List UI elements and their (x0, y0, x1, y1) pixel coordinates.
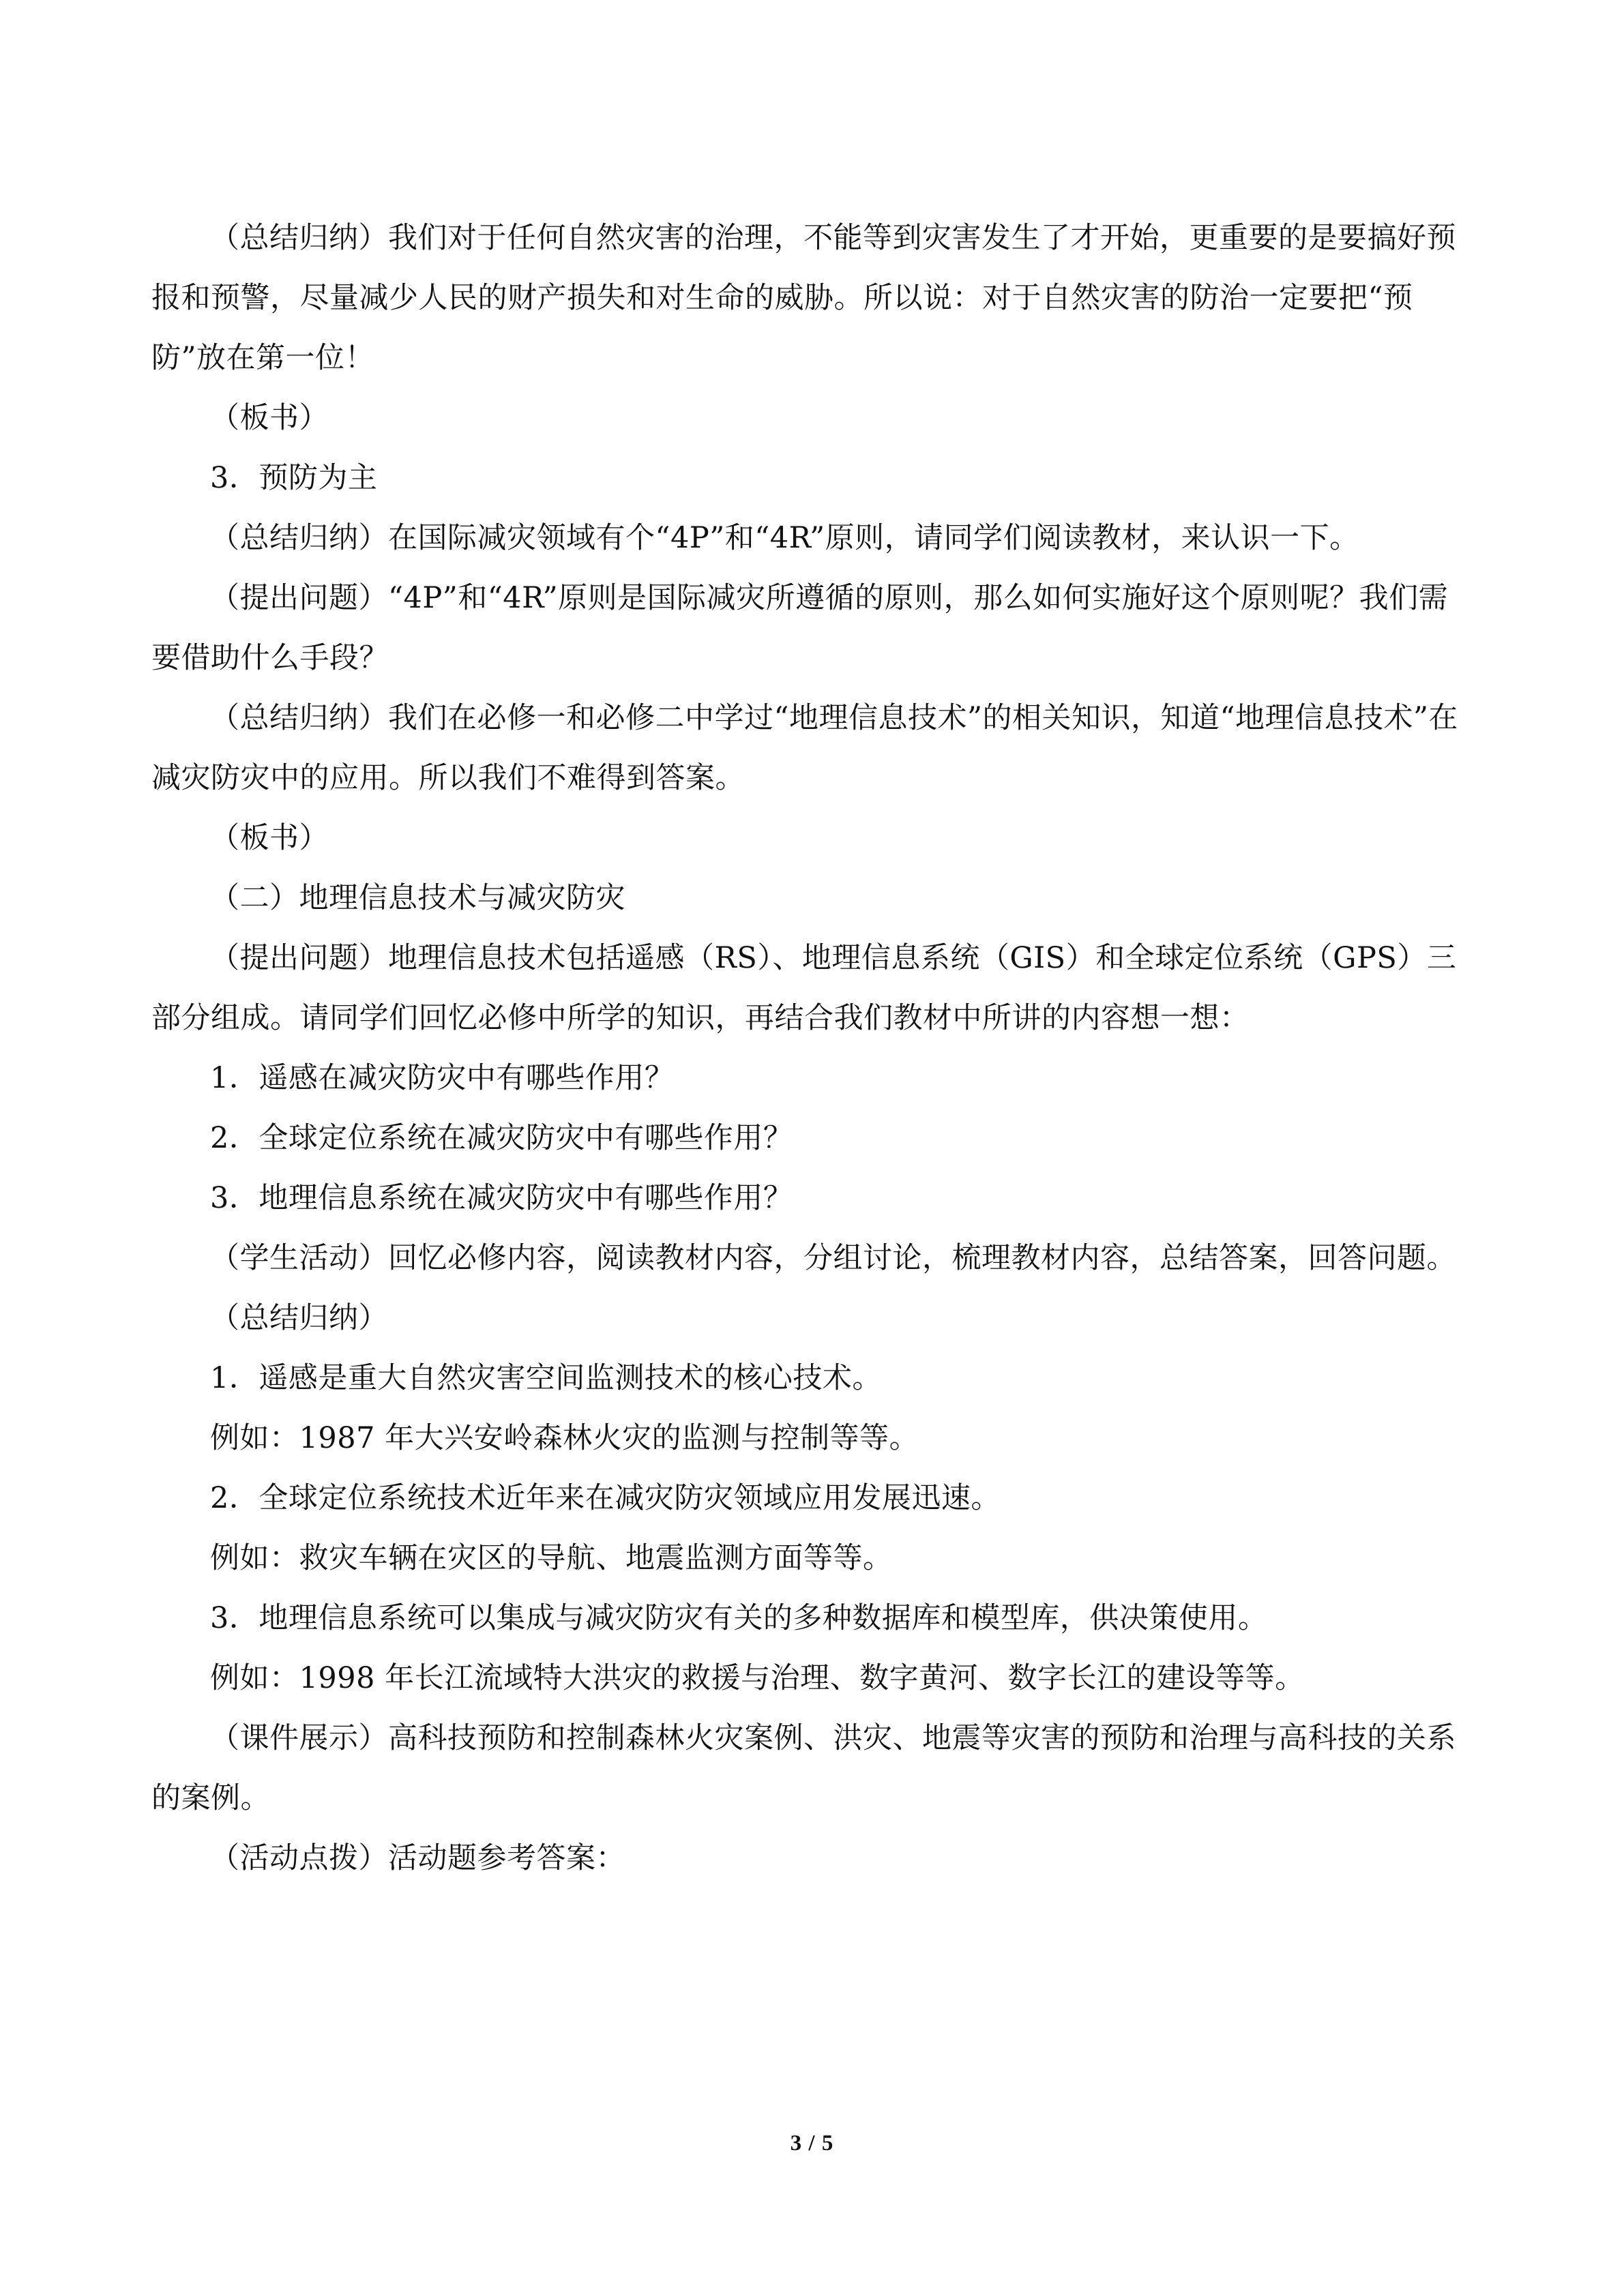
paragraph-summary-label: （总结归纳） (210, 1301, 388, 1335)
paragraph-question-gps: 2．全球定位系统在减灾防灾中有哪些作用？ (210, 1121, 793, 1155)
paragraph-question-gis: 3．地理信息系统在减灾防灾中有哪些作用？ (210, 1181, 793, 1215)
paragraph-question-4p-4r: （提出问题）“4P”和“4R”原则是国际减灾所遵循的原则，那么如何实施好这个原则呢？我们需要借助什么手段？ (151, 581, 1449, 675)
document-body (151, 208, 1468, 1888)
paragraph-board-note-2: （板书） (210, 821, 329, 855)
paragraph-answer-gis: 3．地理信息系统可以集成与减灾防灾有关的多种数据库和模型库，供决策使用。 (210, 1601, 1268, 1635)
paragraph-summary-prevention: （总结归纳）我们对于任何自然灾害的治理，不能等到灾害发生了才开始，更重要的是要搞好预报和预警，尽量减少人民的财产损失和对生命的威胁。所以说：对于自然灾害的防治一定要把“预防”放在第一位！ (151, 221, 1456, 375)
paragraph-question-rs-gis-gps: （提出问题）地理信息技术包括遥感（RS）、地理信息系统（GIS）和全球定位系统（GPS）三部分组成。请同学们回忆必修中所学的知识，再结合我们教材中所讲的内容想一想： (151, 941, 1457, 1035)
paragraph-courseware-display: （课件展示）高科技预防和控制森林火灾案例、洪灾、地震等灾害的预防和治理与高科技的关系的案例。 (151, 1721, 1456, 1815)
paragraph-summary-4p-4r: （总结归纳）在国际减灾领域有个“4P”和“4R”原则，请同学们阅读教材，来认识一下。 (210, 521, 1359, 555)
paragraph-question-rs: 1．遥感在减灾防灾中有哪些作用？ (210, 1061, 675, 1095)
paragraph-example-gis: 例如：1998 年长江流域特大洪灾的救援与治理、数字黄河、数字长江的建设等等。 (210, 1661, 1305, 1695)
paragraph-example-rs: 例如：1987 年大兴安岭森林火灾的监测与控制等等。 (210, 1421, 919, 1455)
paragraph-board-note-1: （板书） (210, 401, 329, 435)
paragraph-summary-geo-info-tech: （总结归纳）我们在必修一和必修二中学过“地理信息技术”的相关知识，知道“地理信息技术”在减灾防灾中的应用。所以我们不难得到答案。 (151, 701, 1458, 795)
paragraph-heading-prevention-first: 3．预防为主 (210, 461, 378, 495)
paragraph-example-gps: 例如：救灾车辆在灾区的导航、地震监测方面等等。 (210, 1541, 893, 1575)
paragraph-answer-rs: 1．遥感是重大自然灾害空间监测技术的核心技术。 (210, 1361, 882, 1395)
paragraph-answer-gps: 2．全球定位系统技术近年来在减灾防灾领域应用发展迅速。 (210, 1481, 1001, 1515)
page-number: 3 / 5 (790, 2131, 834, 2156)
paragraph-heading-geo-info-tech: （二）地理信息技术与减灾防灾 (210, 881, 625, 915)
paragraph-student-activity: （学生活动）回忆必修内容，阅读教材内容，分组讨论，梳理教材内容，总结答案，回答问题。 (210, 1241, 1456, 1275)
paragraph-activity-hint: （活动点拨）活动题参考答案： (210, 1841, 625, 1875)
